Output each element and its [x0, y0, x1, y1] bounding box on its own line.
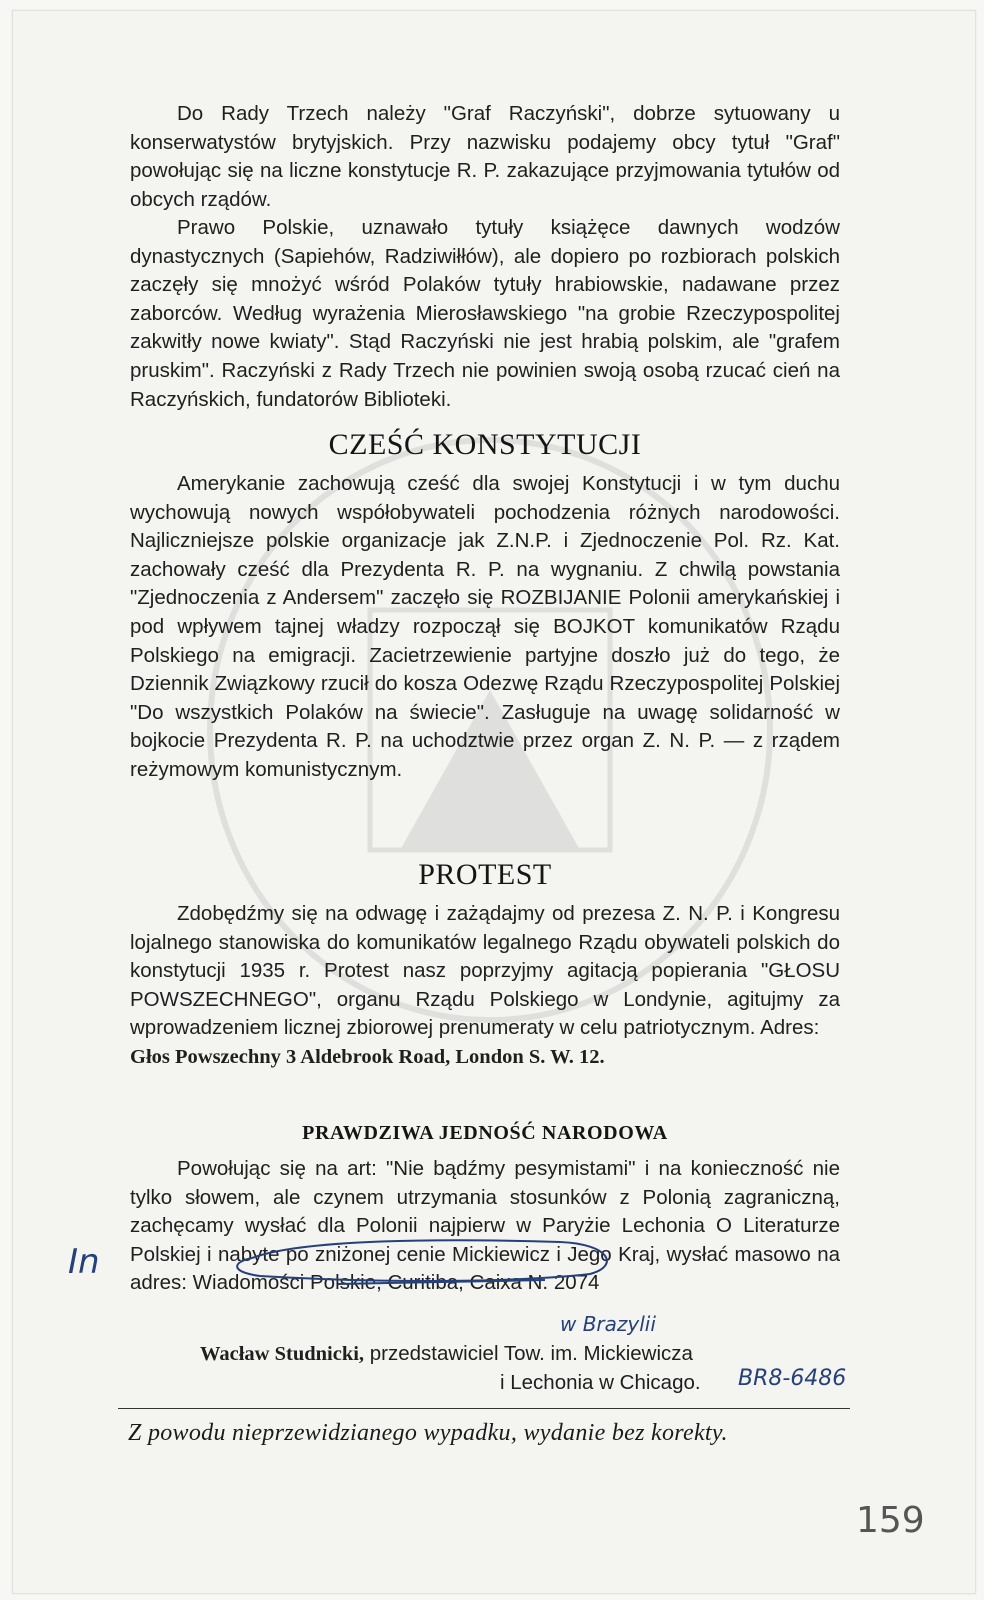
section-jednosc-narodowa: [130, 1122, 840, 1298]
section-heading: PROTEST: [418, 858, 552, 891]
handwritten-margin-note: In: [68, 1242, 100, 1282]
handwritten-page-number: 159: [856, 1500, 925, 1541]
paragraph-text: Prawo Polskie, uznawało tytuły książęce dawnych wodzów dynastycznych (Sapiehów, Radziwiłłów), ale dopiero po rozbiorach polskich zaczęły się mnożyć wśród Polaków tytuły hrabiowskie, nadawane przez zaborców. Według wyrażenia Mierosławskiego "na grobie Rzeczypospolitej zakwitły nowe kwiaty". Stąd Raczyński nie jest hrabią polskim, ale "grafem pruskim". Raczyński z Rady Trzech nie powinien swoją osobą rzucać cień na Raczyńskich, fundatorów Biblioteki.: [130, 216, 840, 411]
signature-role-line2: i Lechonia w Chicago.: [500, 1370, 701, 1394]
signature-role: przedstawiciel Tow. im. Mickiewicza: [369, 1342, 693, 1365]
section-protest: [130, 858, 840, 1072]
section-czesc-konstytucji: [130, 428, 840, 785]
handwritten-reference-number: BR8-6486: [738, 1366, 847, 1391]
footer-divider: [118, 1408, 850, 1409]
section-body: Amerykanie zachowują cześć dla swojej Konstytucji i w tym duchu wychowują nowych współobywateli pochodzenia różnych narodowości. Najliczniejsze polskie organizacje jak Z.N.P. i Zjednoczenie Pol. Rz. Kat. zachowały cześć dla Prezydenta R. P. na wygnaniu. Z chwilą powstania "Zjednoczenia z Andersem" zaczęło się ROZBIJANIE Polonii amerykańskiej i pod wpływem tajnej władzy rozpoczął się BOJKOT komunikatów Rządu Polskiego na emigracji. Zacietrzewienie partyjne doszło już do tego, że Dziennik Związkowy rzucił do kosza Odezwę Rządu Rzeczypospolitej Polskiej "Do wszystkich Polaków na świecie". Zasługuje na uwagę solidarność w bojkocie Prezydenta R. P. na uchodztwie przez organ Z. N. P. — z rządem reżymowym komunistycznym.: [130, 472, 840, 781]
address-line: Głos Powszechny 3 Aldebrook Road, London S. W. 12.: [130, 1045, 605, 1068]
footer-note: Z powodu nieprzewidzianego wypadku, wydanie bez korekty.: [128, 1420, 728, 1446]
paragraph-rada-trzech: [130, 100, 840, 214]
section-heading: PRAWDZIWA JEDNOŚĆ NARODOWA: [302, 1122, 668, 1144]
section-body: Zdobędźmy się na odwagę i zażądajmy od prezesa Z. N. P. i Kongresu lojalnego stanowiska do komunikatów legalnego Rządu obywateli polskich do konstytucji 1935 r. Protest nasz poprzyjmy agitacją popierania "GŁOSU POWSZECHNEGO", organu Rządu Polskiego w Londynie, agitujmy za wprowadzeniem licznej zbiorowej prenumeraty w celu patriotycznym. Adres:: [130, 902, 840, 1040]
paragraph-text: Do Rady Trzech należy "Graf Raczyński", dobrze sytuowany u konserwatystów brytyjskich. Przy nazwisku podajemy obcy tytuł "Graf" powołując się na liczne konstytucje R. P. zakazujące przyjmowania tytułów od obcych rządów.: [130, 102, 840, 211]
signature-name: Wacław Studnicki,: [200, 1343, 365, 1365]
handwritten-caixa-note: w Brazylii: [560, 1312, 656, 1336]
paragraph-prawo-polskie: [130, 214, 840, 414]
section-heading: CZEŚĆ KONSTYTUCJI: [328, 428, 642, 461]
section-body: Powołując się na art: "Nie bądźmy pesymistami" i na konieczność nie tylko słowem, ale czynem utrzymania stosunków z Polonią zagraniczną, zachęcamy wysłać dla Polonii najpierw w Paryżie Lechonia O Literaturze Polskiej i nabyte po zniżonej cenie Mickiewicz i Jego Kraj, wysłać masowo na adres: Wiadomości Polskie, Curitiba, Caixa N. 2074: [130, 1157, 840, 1295]
